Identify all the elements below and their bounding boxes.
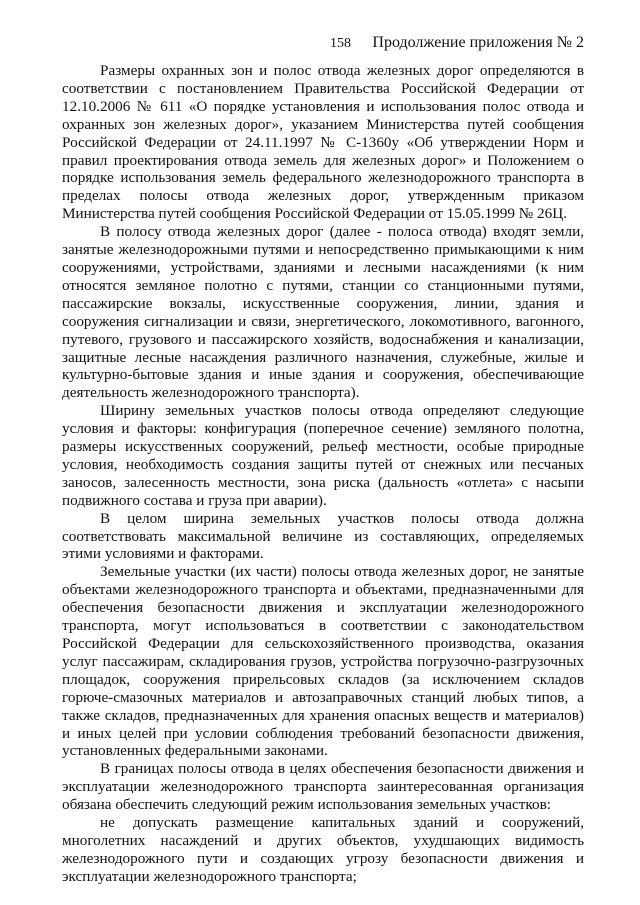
- appendix-continuation-title: Продолжение приложения № 2: [372, 34, 584, 51]
- paragraph-regime: В границах полосы отвода в целях обеспечения безопасности движения и эксплуатации железнодорожного транспорта заинтересованная организация обязана обеспечить следующий режим использования земельных участков:: [62, 760, 584, 814]
- paragraph-zone-sizes: Размеры охранных зон и полос отвода железных дорог определяются в соответствии с постановлением Правительства Российской Федерации от 12.10.2006 № 611 «О порядке установления и использования полос отвода и охранных зон железных дорог», указанием Министерства путей сообщения Российской Федерации от 24.11.1997 № С-1360у «Об утверждении Норм и правил проектирования отвода земель для железных дорог» и Положением о порядке использования земель федерального железнодорожного транспорта в пределах полосы отвода железных дорог, утвержденным приказом Министерства путей сообщения Российской Федерации от 15.05.1999 № 26Ц.: [62, 62, 584, 223]
- paragraph-no-capital-buildings: не допускать размещение капитальных зданий и сооружений, многолетних насаждений и других объектов, ухудшающих видимость железнодорожного пути и создающих угрозу безопасности движения и эксплуатации железнодорожного транспорта;: [62, 814, 584, 885]
- paragraph-land-use: Земельные участки (их части) полосы отвода железных дорог, не занятые объектами железнодорожного транспорта и объектами, предназначенными для обеспечения безопасности движения и эксплуатации железнодорожного транспорта, могут использоваться в соответствии с законодательством Российской Федерации для сельскохозяйственного производства, оказания услуг пассажирам, складирования грузов, устройства погрузочно-разгрузочных площадок, сооружения прирельсовых складов (за исключением складов горюче-смазочных материалов и автозаправочных станций любых типов, а также складов, предназначенных для хранения опасных веществ и материалов) и иных целей при условии соблюдения требований безопасности движения, установленных федеральными законами.: [62, 563, 584, 760]
- page-number: 158: [330, 36, 351, 51]
- paragraph-right-of-way-lands: В полосу отвода железных дорог (далее - полоса отвода) входят земли, занятые железнодорожными путями и непосредственно примыкающими к ним сооружениями, устройствами, зданиями и лесными насаждениями (к ним относятся земляное полотно с путями, станции со станционными путями, пассажирские вокзалы, искусственные сооружения, линии, здания и сооружения сигнализации и связи, энергетического, локомотивного, вагонного, путевого, грузового и пассажирского хозяйств, водоснабжения и канализации, защитные лесные насаждения различного назначения, служебные, жилые и культурно-бытовые здания и иные здания и сооружения, обеспечивающие деятельность железнодорожного транспорта).: [62, 223, 584, 402]
- paragraph-width-factors: Ширину земельных участков полосы отвода определяют следующие условия и факторы: конфигурация (поперечное сечение) земляного полотна, размеры искусственных сооружений, рельеф местности, особые природные условия, необходимость создания защиты путей от снежных или песчаных заносов, залесенность местности, зона риска (дальность «отлета» с насыпи подвижного состава и груза при аварии).: [62, 402, 584, 509]
- page-header: [62, 34, 584, 54]
- document-body: [62, 62, 584, 886]
- paragraph-max-width: В целом ширина земельных участков полосы отвода должна соответствовать максимальной величине из составляющих, определяемых этими условиями и факторами.: [62, 509, 584, 563]
